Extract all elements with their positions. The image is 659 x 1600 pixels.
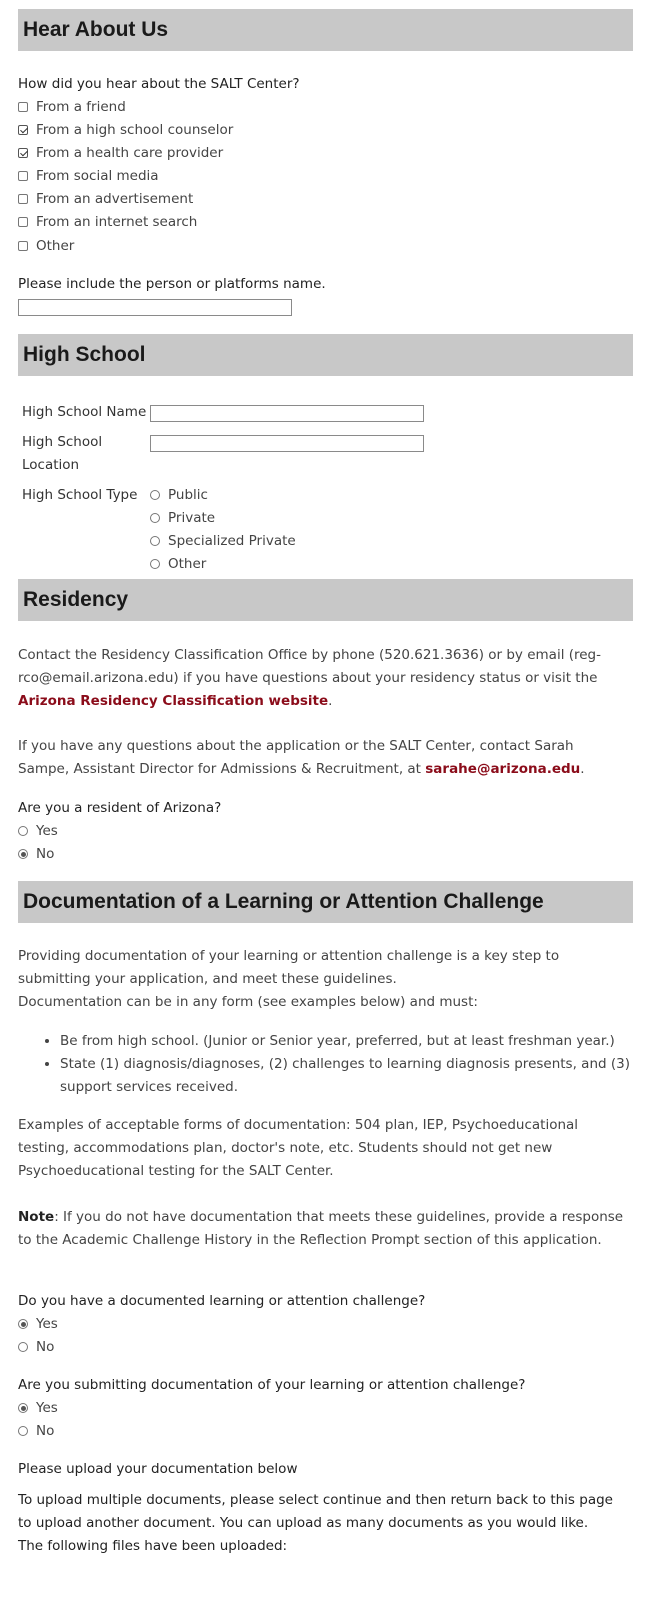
checkbox-option-other[interactable] bbox=[18, 238, 74, 254]
radio-label: Specialized Private bbox=[168, 533, 296, 549]
documentation-intro-text: Providing documentation of your learning or attention challenge is a key step to submitting your application, and meet these guidelines. bbox=[18, 948, 560, 987]
upload-instructions bbox=[18, 1489, 628, 1558]
section-header-hear-about-us bbox=[18, 9, 633, 51]
radio-button[interactable] bbox=[18, 849, 28, 859]
high-school-name-input[interactable] bbox=[150, 405, 424, 422]
section-header-high-school bbox=[18, 334, 633, 376]
section-title: Hear About Us bbox=[23, 18, 169, 41]
radio-option-resident-no[interactable] bbox=[18, 846, 54, 862]
hear-about-question: How did you hear about the SALT Center? bbox=[18, 76, 300, 92]
radio-option-public[interactable] bbox=[150, 487, 208, 503]
checkbox[interactable] bbox=[18, 148, 28, 158]
checkbox-option-health-care-provider[interactable] bbox=[18, 145, 223, 161]
checkbox[interactable] bbox=[18, 241, 28, 251]
checkbox-option-social-media[interactable] bbox=[18, 168, 159, 184]
note-label: Note bbox=[18, 1209, 55, 1225]
checkbox-label: From an advertisement bbox=[36, 191, 194, 207]
radio-label: Private bbox=[168, 510, 216, 526]
contact-text-end: . bbox=[328, 693, 333, 709]
high-school-location-label-line1: High School bbox=[22, 434, 103, 450]
checkbox-label: From a high school counselor bbox=[36, 122, 234, 138]
radio-option-submitting-yes[interactable] bbox=[18, 1400, 58, 1416]
checkbox-option-high-school-counselor[interactable] bbox=[18, 122, 233, 138]
radio-button[interactable] bbox=[18, 1403, 28, 1413]
name-prompt: Please include the person or platforms name. bbox=[18, 276, 326, 292]
radio-label: No bbox=[36, 1339, 55, 1355]
checkbox[interactable] bbox=[18, 171, 28, 181]
radio-label: Public bbox=[168, 487, 208, 503]
high-school-type-label: High School Type bbox=[22, 487, 138, 503]
residency-classification-link[interactable]: Arizona Residency Classification website bbox=[18, 693, 329, 709]
checkbox[interactable] bbox=[18, 217, 28, 227]
radio-option-documented-no[interactable] bbox=[18, 1339, 54, 1355]
questions-text-end: . bbox=[580, 761, 585, 777]
high-school-location-input[interactable] bbox=[150, 435, 424, 452]
checkbox-label: From a health care provider bbox=[36, 145, 224, 161]
note-text: : If you do not have documentation that meets these guidelines, provide a response to the Academic Challenge History in the Reflection Prompt section of this application. bbox=[18, 1209, 624, 1248]
radio-option-private[interactable] bbox=[150, 510, 215, 526]
radio-button[interactable] bbox=[18, 1426, 28, 1436]
radio-label: Yes bbox=[36, 1400, 58, 1416]
checkbox[interactable] bbox=[18, 194, 28, 204]
documentation-form-text: Documentation can be in any form (see examples below) and must: bbox=[18, 994, 478, 1010]
documentation-examples-paragraph: Examples of acceptable forms of documentation: 504 plan, IEP, Psychoeducational testing, accommodations plan, doctor's note, etc. Students should not get new Psychoeducational testing for the SALT Center. bbox=[18, 1117, 579, 1179]
radio-label: Yes bbox=[36, 1316, 58, 1332]
radio-option-specialized-private[interactable] bbox=[150, 533, 296, 549]
high-school-name-label: High School Name bbox=[22, 404, 147, 420]
checkbox-label: From a friend bbox=[36, 99, 126, 115]
radio-button[interactable] bbox=[150, 513, 160, 523]
documentation-intro-paragraph bbox=[18, 945, 628, 1014]
residency-contact-paragraph bbox=[18, 644, 628, 713]
residency-questions-paragraph bbox=[18, 735, 628, 781]
checkbox-option-advertisement[interactable] bbox=[18, 191, 193, 207]
radio-button[interactable] bbox=[18, 1319, 28, 1329]
section-title: Documentation of a Learning or Attention Challenge bbox=[23, 890, 544, 913]
checkbox-option-friend[interactable] bbox=[18, 99, 126, 115]
list-item: • State (1) diagnosis/diagnoses, (2) challenges to learning diagnosis presents, and (3) support services received. bbox=[60, 1053, 659, 1099]
section-header-residency bbox=[18, 579, 633, 621]
radio-option-documented-yes[interactable] bbox=[18, 1316, 58, 1332]
checkbox-option-internet-search[interactable] bbox=[18, 214, 197, 230]
section-title: High School bbox=[23, 343, 146, 366]
radio-label: Yes bbox=[36, 823, 58, 839]
radio-button[interactable] bbox=[18, 1342, 28, 1352]
checkbox-label: From an internet search bbox=[36, 214, 198, 230]
radio-button[interactable] bbox=[150, 490, 160, 500]
high-school-location-label-line2: Location bbox=[22, 457, 80, 473]
radio-button[interactable] bbox=[18, 826, 28, 836]
documentation-requirements-list bbox=[18, 1030, 659, 1099]
questions-text: If you have any questions about the application or the SALT Center, contact Sarah Sampe, Assistant Director for Admissions & Recruitment, at bbox=[18, 738, 574, 777]
radio-label: No bbox=[36, 846, 55, 862]
documented-question: Do you have a documented learning or attention challenge? bbox=[18, 1293, 426, 1309]
submitting-question: Are you submitting documentation of your learning or attention challenge? bbox=[18, 1377, 526, 1393]
sarah-email-link[interactable]: sarahe@arizona.edu bbox=[425, 761, 581, 777]
resident-question: Are you a resident of Arizona? bbox=[18, 800, 222, 816]
list-item: • Be from high school. (Junior or Senior year, preferred, but at least freshman year.) bbox=[60, 1030, 659, 1053]
person-platform-name-input[interactable] bbox=[18, 299, 292, 316]
radio-button[interactable] bbox=[150, 559, 160, 569]
checkbox-label: Other bbox=[36, 238, 75, 254]
radio-label: Other bbox=[168, 556, 207, 572]
radio-option-submitting-no[interactable] bbox=[18, 1423, 54, 1439]
upload-instructions-text: To upload multiple documents, please select continue and then return back to this page to upload another document. You can upload as many documents as you would like. bbox=[18, 1492, 613, 1531]
uploaded-files-label: The following files have been uploaded: bbox=[18, 1538, 288, 1554]
checkbox[interactable] bbox=[18, 125, 28, 135]
checkbox[interactable] bbox=[18, 102, 28, 112]
radio-option-resident-yes[interactable] bbox=[18, 823, 58, 839]
upload-prompt: Please upload your documentation below bbox=[18, 1461, 298, 1477]
checkbox-label: From social media bbox=[36, 168, 159, 184]
radio-option-other[interactable] bbox=[150, 556, 206, 572]
section-title: Residency bbox=[23, 588, 129, 611]
documentation-note-paragraph bbox=[18, 1206, 628, 1252]
radio-button[interactable] bbox=[150, 536, 160, 546]
radio-label: No bbox=[36, 1423, 55, 1439]
section-header-documentation bbox=[18, 881, 633, 923]
contact-text: Contact the Residency Classification Office by phone (520.621.3636) or by email (reg-rco@email.arizona.edu) if you have questions about your residency status or visit the bbox=[18, 647, 601, 686]
